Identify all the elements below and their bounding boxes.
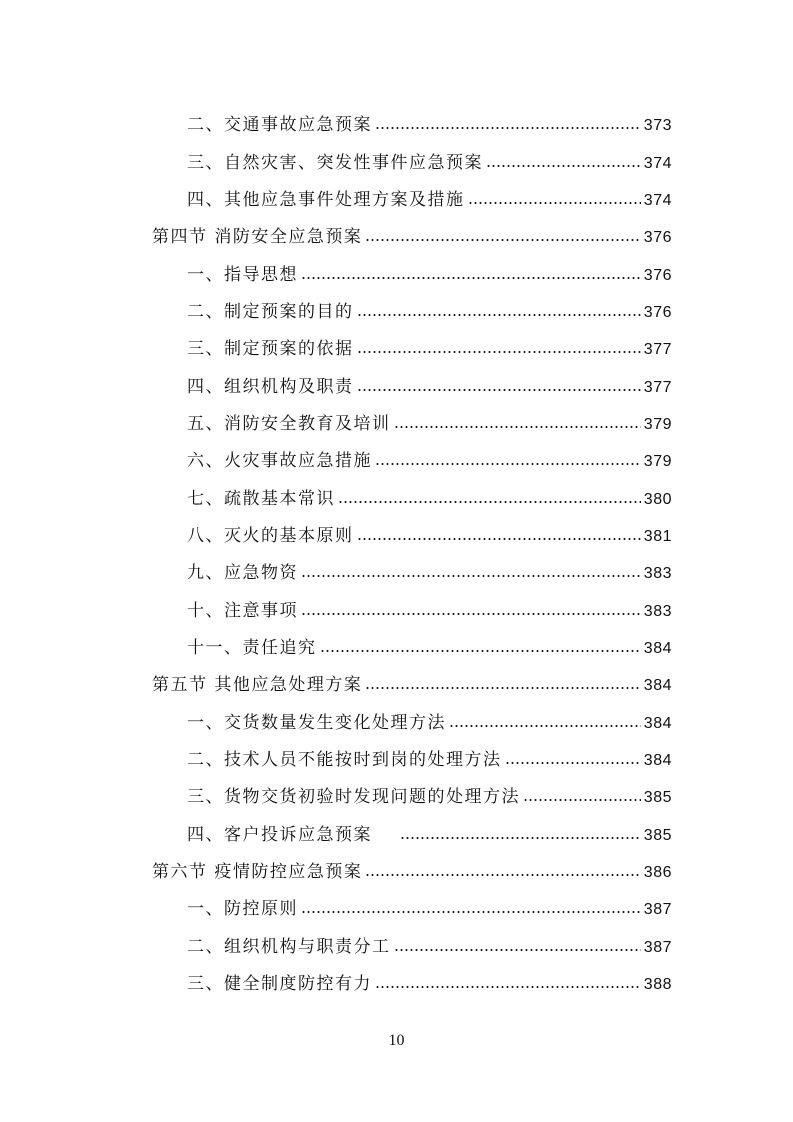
toc-entry[interactable]: [187, 516, 672, 546]
toc-entry-page: 379: [643, 453, 672, 470]
toc-entry-page: 388: [643, 976, 672, 993]
toc-entry-page: 377: [643, 379, 672, 396]
toc-entry-page: 381: [643, 528, 672, 545]
toc-entry-label: 二、组织机构与职责分工: [187, 937, 391, 957]
toc-entry-page: 384: [643, 715, 672, 732]
toc-entry-label: 三、自然灾害、突发性事件应急预案: [187, 153, 483, 173]
toc-dot-leader: [523, 799, 641, 801]
toc-entry[interactable]: [187, 143, 672, 173]
toc-entry-label: 八、灭火的基本原则: [187, 526, 354, 546]
toc-entry-label: 二、技术人员不能按时到岗的处理方法: [187, 750, 502, 770]
toc-dot-leader: [301, 911, 641, 913]
toc-entry-page: 384: [643, 752, 672, 769]
toc-dot-leader: [357, 351, 641, 353]
toc-entry-label: 一、指导思想: [187, 265, 298, 285]
toc-entry[interactable]: [187, 964, 672, 994]
toc-entry[interactable]: [187, 441, 672, 471]
toc-entry[interactable]: [187, 628, 672, 658]
toc-entry[interactable]: [187, 404, 672, 434]
toc-dot-leader: [301, 613, 641, 615]
toc-entry-label: 六、火灾事故应急措施: [187, 451, 372, 471]
toc-dot-leader: [394, 949, 641, 951]
toc-entry[interactable]: [187, 703, 672, 733]
toc-entry[interactable]: [187, 105, 672, 135]
toc-section-entry[interactable]: [152, 852, 672, 882]
toc-dot-leader: [357, 538, 641, 540]
toc-entry-label: 三、健全制度防控有力: [187, 974, 372, 994]
toc-entry-label: 第四节 消防安全应急预案: [152, 227, 363, 247]
toc-entry[interactable]: [187, 180, 672, 210]
toc-dot-leader: [449, 725, 641, 727]
toc-entry-page: 374: [643, 155, 672, 172]
toc-entry-page: 383: [643, 565, 672, 582]
toc-section-entry[interactable]: [152, 665, 672, 695]
toc-entry-label: 十一、责任追究: [187, 638, 317, 658]
toc-entry[interactable]: [187, 927, 672, 957]
toc-entry[interactable]: [187, 329, 672, 359]
toc-entry[interactable]: [187, 815, 672, 845]
page-number: 10: [388, 1032, 405, 1049]
toc-entry[interactable]: [187, 889, 672, 919]
toc-dot-leader: [400, 837, 641, 839]
toc-dot-leader: [357, 314, 641, 316]
toc-dot-leader: [505, 762, 641, 764]
toc-entry-page: 387: [643, 901, 672, 918]
toc-dot-leader: [394, 426, 641, 428]
toc-entry-label: 三、制定预案的依据: [187, 339, 354, 359]
toc-dot-leader: [365, 239, 640, 241]
toc-entry-label: 十、注意事项: [187, 601, 298, 621]
toc-entry-page: 385: [643, 789, 672, 806]
toc-entry[interactable]: [187, 591, 672, 621]
toc-entry-page: 379: [643, 416, 672, 433]
toc-entry-label: 七、疏散基本常识: [187, 489, 335, 509]
toc-entry-page: 376: [643, 229, 672, 246]
toc-entry[interactable]: [187, 479, 672, 509]
toc-dot-leader: [375, 127, 641, 129]
toc-dot-leader: [357, 389, 641, 391]
toc-dot-leader: [320, 650, 641, 652]
toc-entry-page: 373: [643, 117, 672, 134]
toc-entry-label: 二、交通事故应急预案: [187, 115, 372, 135]
toc-dot-leader: [375, 986, 641, 988]
toc-section-entry[interactable]: [152, 217, 672, 247]
toc-entry-label: 四、客户投诉应急预案: [187, 825, 372, 845]
toc-dot-leader: [486, 165, 641, 167]
toc-entry-label: 四、组织机构及职责: [187, 377, 354, 397]
toc-dot-leader: [301, 575, 641, 577]
toc-entry-page: 384: [643, 640, 672, 657]
toc-entry-label: 九、应急物资: [187, 563, 298, 583]
toc-dot-leader: [365, 874, 640, 876]
toc-dot-leader: [375, 463, 641, 465]
toc-entry-page: 376: [643, 267, 672, 284]
toc-entry-label: 五、消防安全教育及培训: [187, 414, 391, 434]
toc-entry-label: 第六节 疫情防控应急预案: [152, 862, 363, 882]
toc-dot-leader: [365, 687, 640, 689]
toc-entry-page: 384: [643, 677, 672, 694]
toc-entry-page: 386: [643, 864, 672, 881]
toc-dot-leader: [301, 277, 641, 279]
toc-entry-page: 376: [643, 304, 672, 321]
toc-entry-page: 377: [643, 341, 672, 358]
toc-entry-page: 387: [643, 939, 672, 956]
toc-entry-label: 第五节 其他应急处理方案: [152, 675, 363, 695]
toc-dot-leader: [468, 202, 641, 204]
toc-dot-leader: [338, 501, 641, 503]
toc-entry-label: 三、货物交货初验时发现问题的处理方法: [187, 787, 520, 807]
toc-entry[interactable]: [187, 367, 672, 397]
toc-entry-label: 二、制定预案的目的: [187, 302, 354, 322]
toc-entry-page: 385: [643, 827, 672, 844]
toc-entry-page: 380: [643, 491, 672, 508]
toc-entry-label: 一、防控原则: [187, 899, 298, 919]
toc-entry-label: 四、其他应急事件处理方案及措施: [187, 190, 465, 210]
toc-entry-page: 383: [643, 603, 672, 620]
toc-entry[interactable]: [187, 255, 672, 285]
toc-entry-label: 一、交货数量发生变化处理方法: [187, 713, 446, 733]
toc-entry[interactable]: [187, 740, 672, 770]
toc-entry[interactable]: [187, 553, 672, 583]
toc-entry[interactable]: [187, 292, 672, 322]
toc-entry[interactable]: [187, 777, 672, 807]
toc-entry-page: 374: [643, 192, 672, 209]
